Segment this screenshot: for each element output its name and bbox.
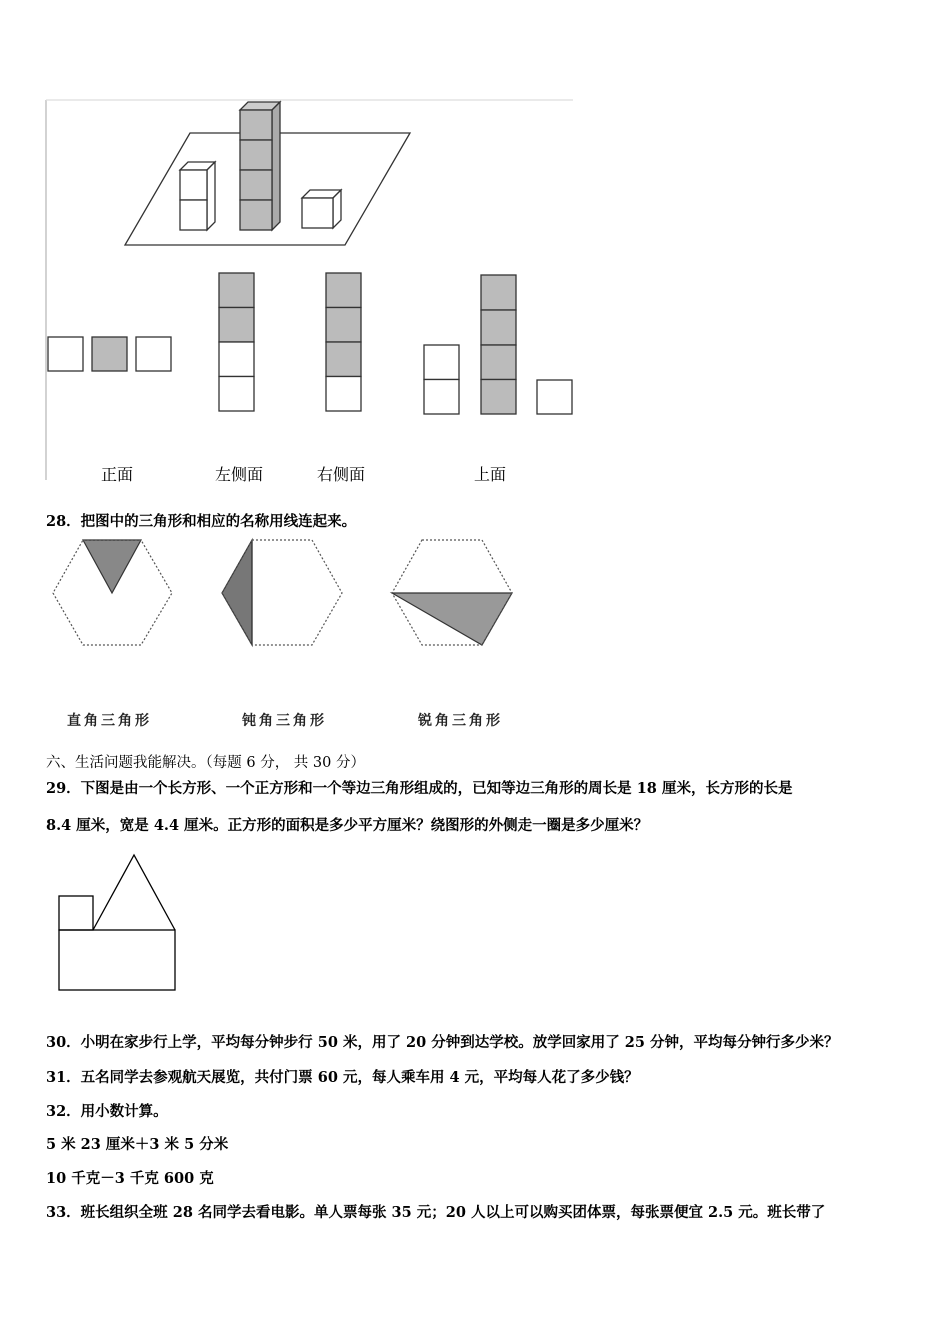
question-28: 28．把图中的三角形和相应的名称用线连起来。 [46,513,357,530]
front-view [48,337,171,371]
question-33: 33．班长组织全班 28 名同学去看电影。单人票每张 35 元；20 人以上可以购买团体票，每张票便宜 2.5 元。班长带了 [46,1204,826,1221]
hexagon-2 [222,540,342,645]
view-label-top: 上面 [474,465,507,484]
hexagon-3 [392,540,512,645]
hexagon-figures [53,540,512,645]
hexagon-1 [53,540,172,645]
cube-single [302,190,341,228]
question-32: 32．用小数计算。 [46,1103,168,1120]
question-30: 30．小明在家步行上学，平均每分钟步行 50 米，用了 20 分钟到达学校。放学回家用了 25 分钟，平均每分钟行多少米？ [46,1034,839,1051]
question-29-line1: 29．下图是由一个长方形、一个正方形和一个等边三角形组成的，已知等边三角形的周长是 18 厘米，长方形的长是 [46,780,793,797]
question-29-line2: 8.4 厘米，宽是 4.4 厘米。正方形的面积是多少平方厘米？绕图形的外侧走一圈是多少厘米？ [46,817,649,834]
cube-stack-4 [240,102,280,230]
view-label-left: 左侧面 [215,465,264,484]
view-label-right: 右侧面 [317,465,366,484]
left-view [219,273,254,411]
section-6-heading: 六、生活问题我能解决。（每题 6 分， 共 30 分） [46,755,365,771]
question-31: 31．五名同学去参观航天展览，共付门票 60 元，每人乘车用 4 元，平均每人花了多少钱？ [46,1069,639,1086]
cube-stack-2 [180,162,215,230]
view-label-front: 正面 [101,465,134,484]
composite-shape-figure [59,855,175,990]
cube-views-figure [46,100,573,480]
triangle-name-obtuse: 钝角三角形 [242,713,327,729]
right-view [326,273,361,411]
triangle-name-right: 直角三角形 [67,713,152,729]
triangle-name-acute: 锐角三角形 [418,713,503,729]
top-view [424,275,572,414]
question-32-expr2: 10 千克－3 千克 600 克 [46,1170,214,1187]
question-32-expr1: 5 米 23 厘米＋3 米 5 分米 [46,1136,229,1153]
